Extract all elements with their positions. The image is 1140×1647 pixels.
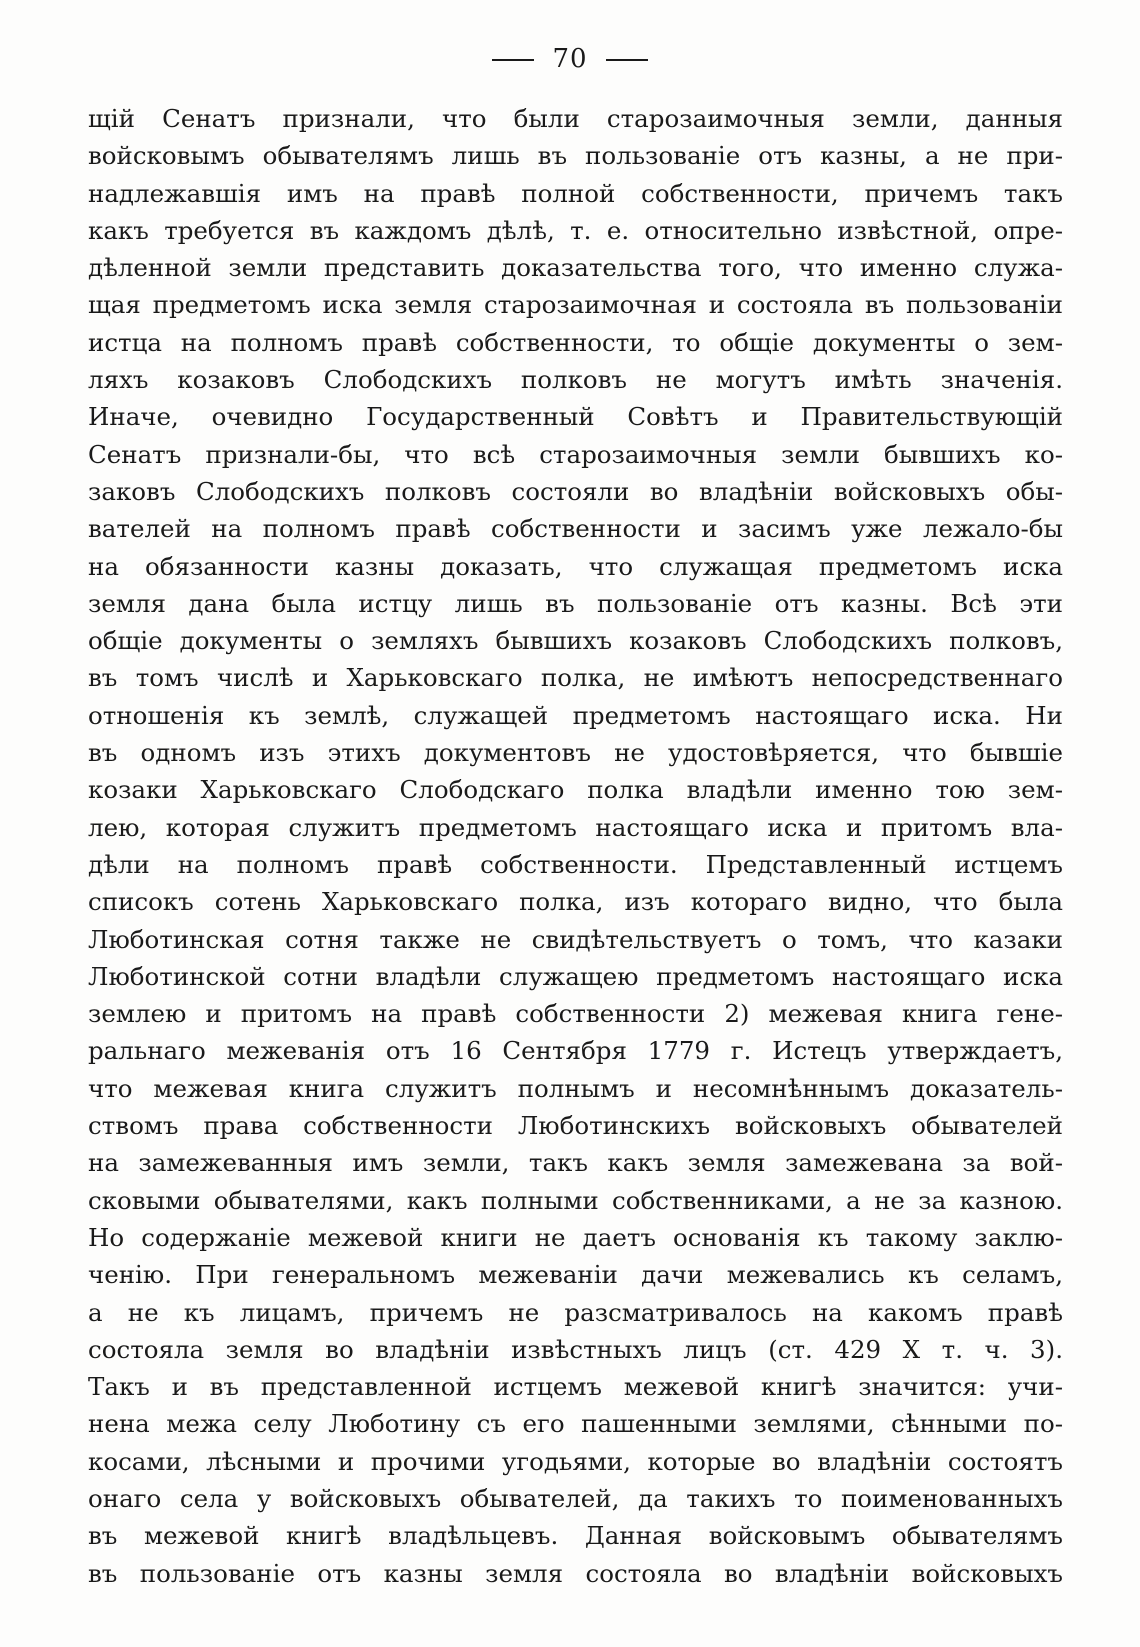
page-number-dash-right [606, 59, 648, 61]
page-number-dash-left [492, 59, 534, 61]
text-line: войсковымъ обывателямъ лишь въ пользованіе отъ казны, а не при- [88, 141, 1063, 171]
text-line: Такъ и въ представленной истцемъ межевой книгѣ значится: учи- [88, 1372, 1063, 1402]
page-number [0, 44, 1140, 74]
text-line: какъ требуется въ каждомъ дѣлѣ, т. е. относительно извѣстной, опре- [88, 215, 1063, 245]
text-line: въ томъ числѣ и Харьковскаго полка, не имѣютъ непосредственнаго [88, 663, 1063, 693]
text-line: въ пользованіе отъ казны земля состояла во владѣніи войсковыхъ [88, 1558, 1063, 1588]
text-line: дѣленной земли представить доказательства того, что именно служа- [88, 253, 1063, 283]
text-line: состояла земля во владѣніи извѣстныхъ лицъ (ст. 429 X т. ч. 3). [88, 1334, 1063, 1364]
text-line: Люботинская сотня также не свидѣтельствуетъ о томъ, что казаки [88, 924, 1063, 954]
text-line: на замежеванныя имъ земли, такъ какъ земля замежевана за вой- [88, 1148, 1063, 1178]
text-line: нена межа селу Люботину съ его пашенными землями, сѣнными по- [88, 1409, 1063, 1439]
text-line: Но содержаніе межевой книги не даетъ основанія къ такому заклю- [88, 1222, 1063, 1252]
text-line: надлежавшія имъ на правѣ полной собственности, причемъ такъ [88, 178, 1063, 208]
text-line: щій Сенатъ признали, что были старозаимочныя земли, данныя [88, 104, 1063, 133]
text-line: сковыми обывателями, какъ полными собственниками, а не за казною. [88, 1185, 1063, 1215]
text-line: лею, которая служитъ предметомъ настоящаго иска и притомъ вла- [88, 812, 1063, 842]
text-line: списокъ сотень Харьковскаго полка, изъ котораго видно, что была [88, 887, 1063, 917]
text-line: дѣли на полномъ правѣ собственности. Представленный истцемъ [88, 849, 1063, 879]
text-line: онаго села у войсковыхъ обывателей, да такихъ то поименованныхъ [88, 1483, 1063, 1513]
text-line: землею и притомъ на правѣ собственности 2) межевая книга гене- [88, 999, 1063, 1029]
text-line: въ межевой книгѣ владѣльцевъ. Данная войсковымъ обывателямъ [88, 1521, 1063, 1551]
text-line: Сенатъ признали-бы, что всѣ старозаимочныя земли бывшихъ ко- [88, 439, 1063, 469]
text-line: ствомъ права собственности Люботинскихъ войсковыхъ обывателей [88, 1111, 1063, 1141]
text-line: а не къ лицамъ, причемъ не разсматривалось на какомъ правѣ [88, 1297, 1063, 1327]
text-line: отношенія къ землѣ, служащей предметомъ настоящаго иска. Ни [88, 700, 1063, 730]
text-line: Люботинской сотни владѣли служащею предметомъ настоящаго иска [88, 961, 1063, 991]
text-line: ральнаго межеванія отъ 16 Сентября 1779 г. Истецъ утверждаетъ, [88, 1036, 1063, 1066]
text-line: косами, лѣсными и прочими угодьями, которые во владѣніи состоятъ [88, 1446, 1063, 1476]
text-line: что межевая книга служитъ полнымъ и несомнѣннымъ доказатель- [88, 1073, 1063, 1103]
page-number-value: 70 [552, 44, 588, 74]
text-line: вателей на полномъ правѣ собственности и засимъ уже лежало-бы [88, 514, 1063, 544]
text-line: въ одномъ изъ этихъ документовъ не удостовѣряется, что бывшіе [88, 738, 1063, 768]
text-line: ляхъ козаковъ Слободскихъ полковъ не могутъ имѣть значенія. [88, 365, 1063, 395]
text-line: земля дана была истцу лишь въ пользованіе отъ казны. Всѣ эти [88, 588, 1063, 618]
text-line: на обязанности казны доказать, что служащая предметомъ иска [88, 551, 1063, 581]
text-line: истца на полномъ правѣ собственности, то общіе документы о зем- [88, 327, 1063, 357]
body-text [88, 100, 1063, 1592]
text-line: щая предметомъ иска земля старозаимочная и состояла въ пользованіи [88, 290, 1063, 320]
text-line: козаки Харьковскаго Слободскаго полка владѣли именно тою зем- [88, 775, 1063, 805]
text-line: Иначе, очевидно Государственный Совѣтъ и Правительствующій [88, 402, 1063, 432]
text-line: заковъ Слободскихъ полковъ состояли во владѣніи войсковыхъ обы- [88, 476, 1063, 506]
text-line: общіе документы о земляхъ бывшихъ козаковъ Слободскихъ полковъ, [88, 626, 1063, 656]
text-line: ченію. При генеральномъ межеваніи дачи межевались къ селамъ, [88, 1260, 1063, 1290]
